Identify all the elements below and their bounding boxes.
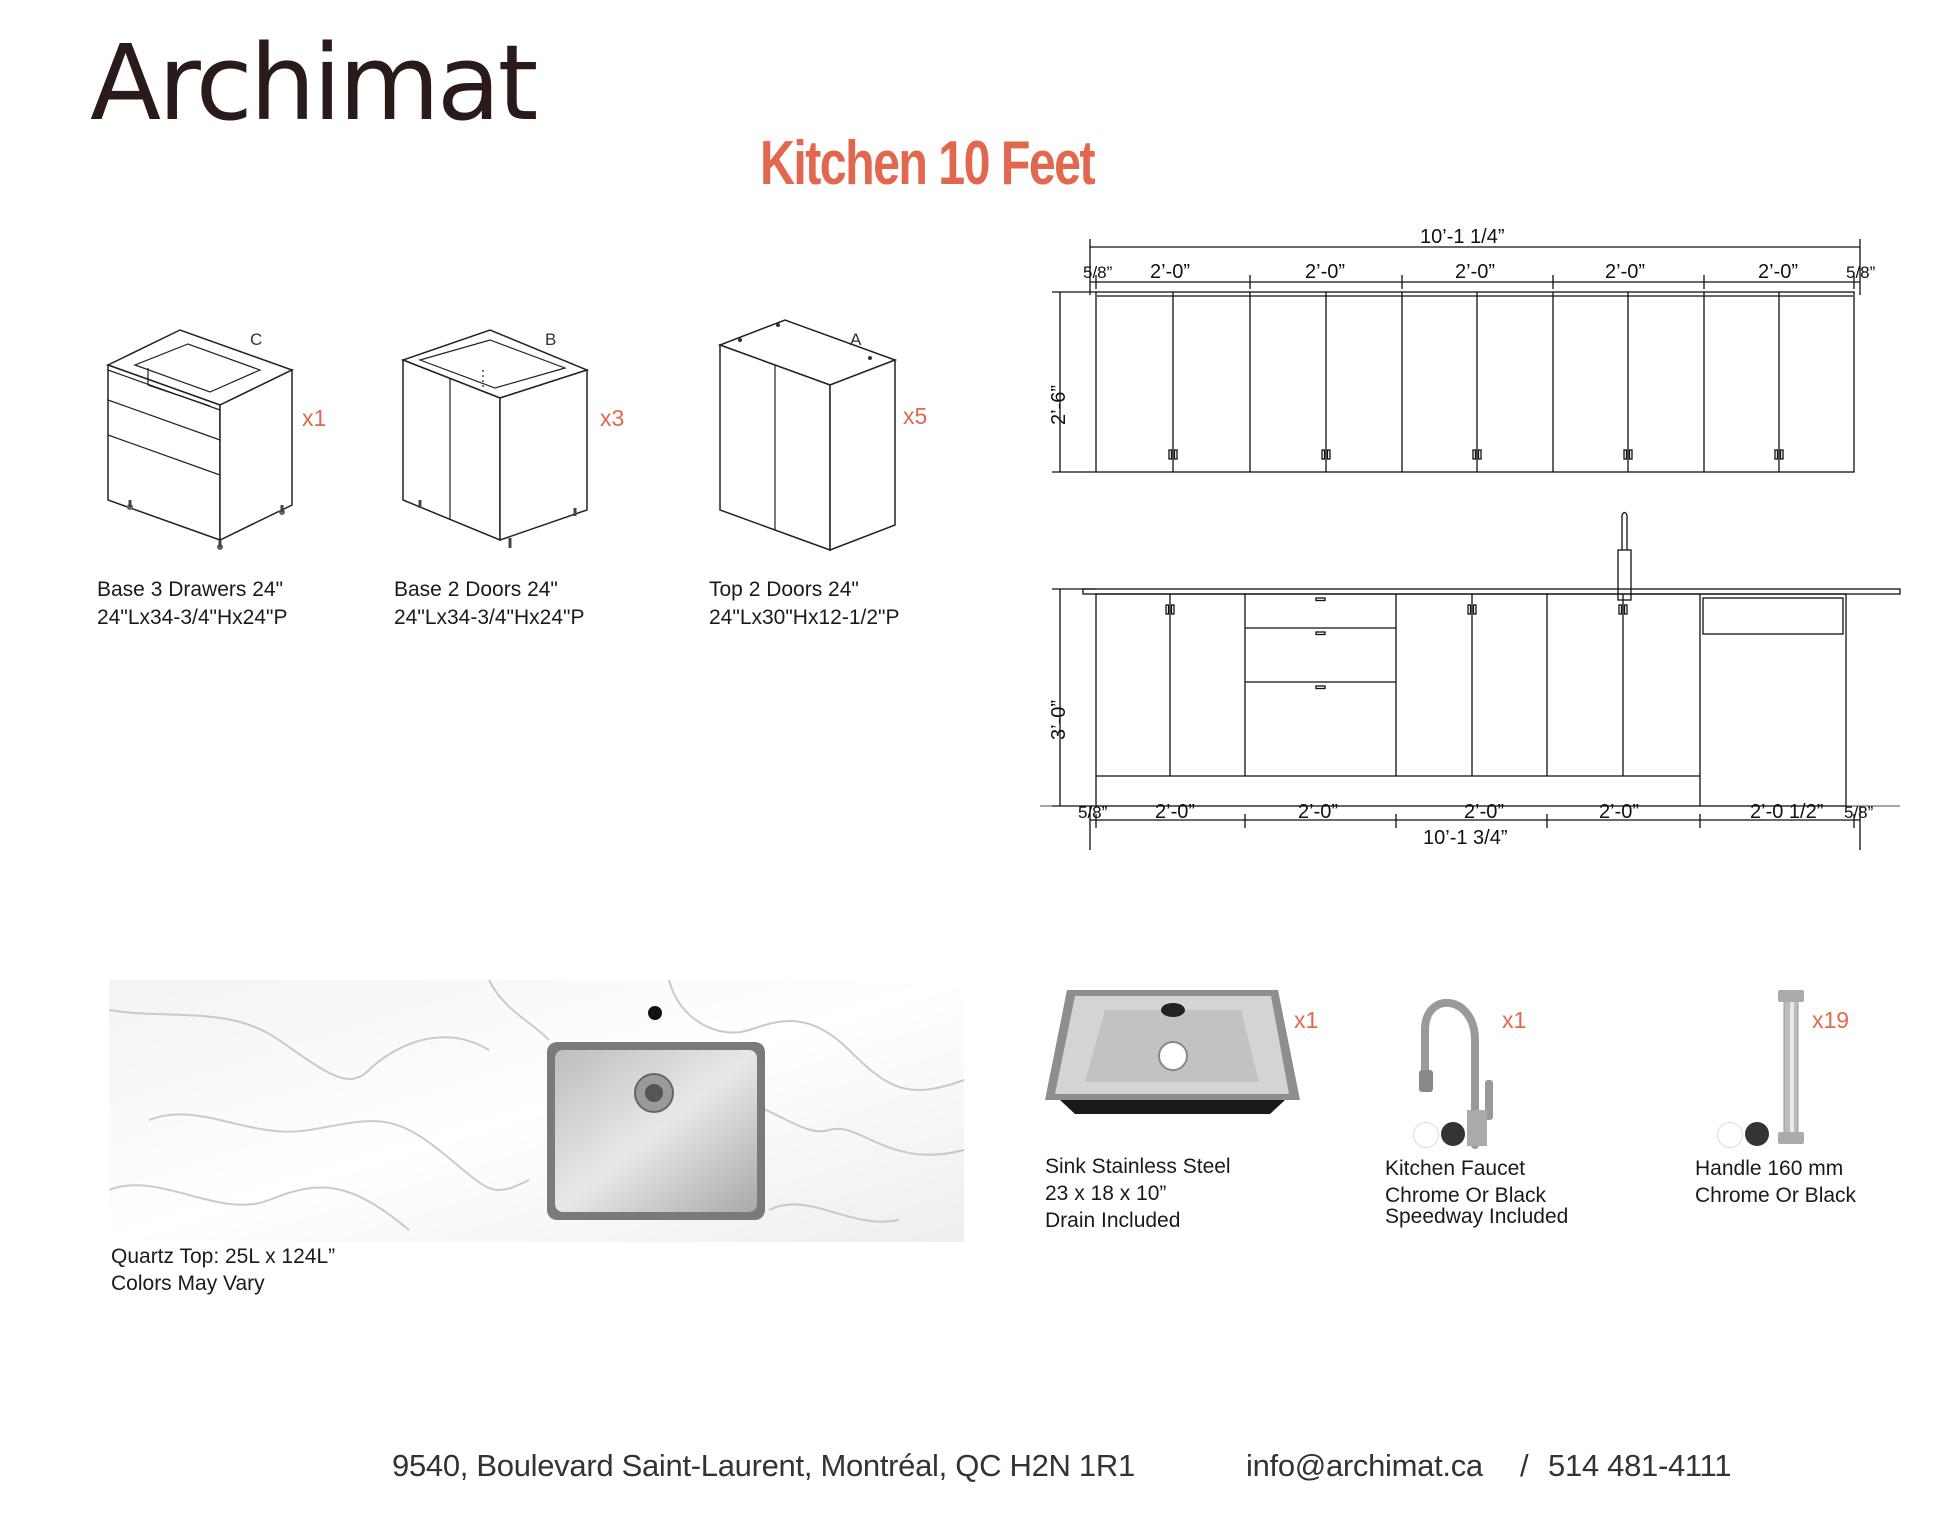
lower-segment-5: 2’-0 1/2” xyxy=(1750,801,1824,823)
quartz-countertop-image xyxy=(109,980,964,1242)
upper-left-edge: 5/8” xyxy=(1083,263,1113,282)
lower-segment-1: 2’-0” xyxy=(1155,801,1196,823)
chrome-swatch-icon xyxy=(1413,1122,1439,1148)
upper-total-dimension: 10’-1 1/4” xyxy=(1420,226,1505,248)
cabinet-dims: 24"Lx34-3/4"Hx24"P xyxy=(97,606,288,629)
footer-phone[interactable]: 514 481-4111 xyxy=(1548,1448,1732,1483)
faucet-label xyxy=(1385,1155,1568,1230)
cabinet-b-drawing xyxy=(395,310,605,560)
cabinet-tag: B xyxy=(545,330,557,349)
upper-segment-1: 2’-0” xyxy=(1150,261,1191,283)
lower-segment-3: 2’-0” xyxy=(1464,801,1505,823)
cabinet-name: Base 3 Drawers 24" xyxy=(97,578,284,601)
page-title: Kitchen 10 Feet xyxy=(760,129,1095,198)
handle-line-1: Handle 160 mm xyxy=(1695,1157,1844,1180)
cabinet-b-label xyxy=(394,576,584,632)
handle-line-2: Chrome Or Black xyxy=(1695,1184,1857,1207)
lower-total-dimension: 10’-1 3/4” xyxy=(1423,827,1508,849)
cabinet-a-qty: x5 xyxy=(903,403,928,429)
sink-line-2: 23 x 18 x 10” xyxy=(1045,1182,1167,1205)
cabinet-dims: 24"Lx34-3/4"Hx24"P xyxy=(394,606,585,629)
sink-product-image xyxy=(1045,990,1300,1120)
sink-line-1: Sink Stainless Steel xyxy=(1045,1155,1231,1178)
sink-label xyxy=(1045,1153,1231,1234)
cabinet-dims: 24"Lx30"Hx12-1/2"P xyxy=(709,606,900,629)
lower-right-edge: 5/8” xyxy=(1844,803,1874,822)
upper-height-dimension: 2’-6” xyxy=(1048,384,1070,425)
lower-left-edge: 5/8” xyxy=(1078,803,1108,822)
lower-cabinets-elevation xyxy=(1040,510,1900,860)
cabinet-c-qty: x1 xyxy=(302,405,327,431)
faucet-line-3: Speedway Included xyxy=(1385,1205,1569,1228)
cabinet-c-label xyxy=(97,576,287,632)
footer-email[interactable]: info@archimat.ca xyxy=(1246,1448,1483,1483)
cabinet-a-label xyxy=(709,576,899,632)
faucet-line-2: Chrome Or Black xyxy=(1385,1184,1547,1207)
footer-address: 9540, Boulevard Saint-Laurent, Montréal, QC H2N 1R1 xyxy=(392,1448,1135,1483)
handle-qty: x19 xyxy=(1812,1007,1850,1033)
upper-segment-3: 2’-0” xyxy=(1455,261,1496,283)
cabinet-name: Top 2 Doors 24" xyxy=(709,578,859,601)
cabinet-c-drawing xyxy=(100,310,310,560)
black-swatch-icon xyxy=(1441,1122,1465,1146)
faucet-line-1: Kitchen Faucet xyxy=(1385,1157,1526,1180)
cabinet-tag: A xyxy=(850,330,862,349)
upper-segment-2: 2’-0” xyxy=(1305,261,1346,283)
quartz-line-2: Colors May Vary xyxy=(111,1272,265,1295)
sink-line-3: Drain Included xyxy=(1045,1209,1181,1232)
lower-segment-4: 2’-0” xyxy=(1599,801,1640,823)
sink-qty: x1 xyxy=(1294,1007,1319,1033)
upper-segment-5: 2’-0” xyxy=(1758,261,1799,283)
quartz-label xyxy=(111,1243,335,1297)
cabinet-a-drawing xyxy=(710,310,910,560)
cabinet-name: Base 2 Doors 24" xyxy=(394,578,558,601)
lower-height-dimension: 3’-0” xyxy=(1048,699,1070,740)
handle-label xyxy=(1695,1155,1856,1209)
upper-cabinets-elevation xyxy=(1040,225,1900,485)
upper-segment-4: 2’-0” xyxy=(1605,261,1646,283)
quartz-line-1: Quartz Top: 25L x 124L” xyxy=(111,1245,336,1268)
cabinet-tag: C xyxy=(250,330,263,349)
black-swatch-icon xyxy=(1745,1122,1769,1146)
upper-right-edge: 5/8” xyxy=(1846,263,1876,282)
chrome-swatch-icon xyxy=(1717,1122,1743,1148)
lower-segment-2: 2’-0” xyxy=(1298,801,1339,823)
footer-separator: / xyxy=(1520,1448,1529,1483)
handle-product-image xyxy=(1774,990,1808,1145)
archimat-logo: Archimat xyxy=(90,22,536,144)
faucet-qty: x1 xyxy=(1502,1007,1527,1033)
cabinet-b-qty: x3 xyxy=(600,405,625,431)
